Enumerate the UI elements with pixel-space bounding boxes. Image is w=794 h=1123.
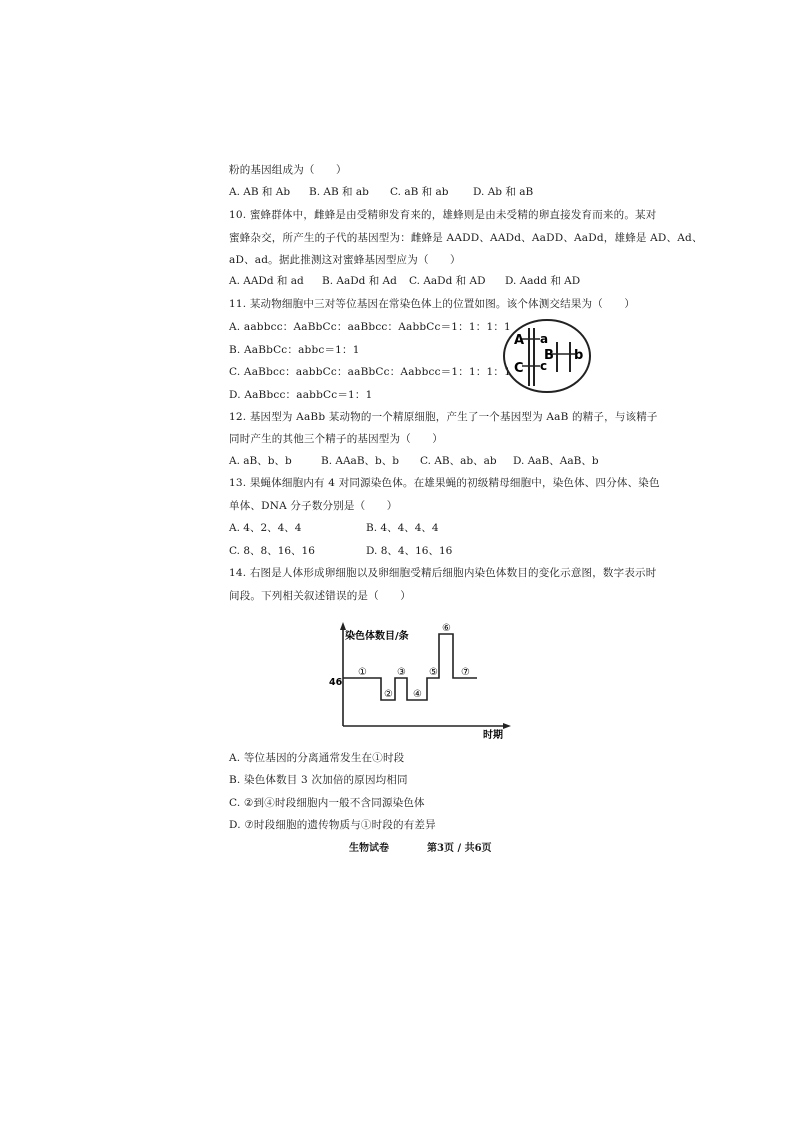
segment-label-1: ① bbox=[358, 667, 367, 678]
x-axis-arrow bbox=[503, 723, 511, 729]
q10-option-a: A. AADd 和 ad bbox=[229, 275, 304, 287]
q9-option-c: C. aB 和 ab bbox=[390, 186, 449, 198]
segment-label-3: ③ bbox=[397, 667, 406, 678]
segment-label-6: ⑥ bbox=[442, 623, 451, 634]
q14-option-b: B. 染色体数目 3 次加倍的原因均相同 bbox=[229, 774, 408, 786]
q13-option-b: B. 4、4、4、4 bbox=[366, 522, 439, 534]
segment-label-4: ④ bbox=[413, 689, 422, 700]
q9-option-b: B. AB 和 ab bbox=[309, 186, 369, 198]
chromosome-number-chart bbox=[325, 622, 515, 742]
q13-options-row-2 bbox=[229, 544, 509, 558]
segment-label-5: ⑤ bbox=[429, 667, 438, 678]
q12-options bbox=[229, 454, 609, 468]
q14-line-2: 间段。下列相关叙述错误的是（ ） bbox=[229, 590, 411, 602]
q14-option-a: A. 等位基因的分离通常发生在①时段 bbox=[229, 752, 405, 764]
q13-option-d: D. 8、4、16、16 bbox=[366, 545, 453, 557]
q11-option-a: A. aabbcc：AaBbCc：aaBbcc：AabbCc＝1：1：1：1 bbox=[229, 321, 511, 333]
q12-option-d: D. AaB、AaB、b bbox=[513, 455, 599, 467]
gene-label-C: C bbox=[514, 361, 524, 376]
q12-line-1: 12. 基因型为 AaBb 某动物的一个精原细胞，产生了一个基因型为 AaB 的精子，与该精子 bbox=[229, 411, 658, 423]
gene-label-B: B bbox=[544, 348, 554, 363]
q9-option-d: D. Ab 和 aB bbox=[473, 186, 534, 198]
q14-option-d: D. ⑦时段细胞的遗传物质与①时段的有差异 bbox=[229, 819, 436, 831]
footer-subject: 生物试卷 bbox=[349, 843, 389, 854]
segment-label-7: ⑦ bbox=[461, 667, 470, 678]
q12-option-c: C. AB、ab、ab bbox=[420, 455, 497, 467]
q13-option-c: C. 8、8、16、16 bbox=[229, 545, 315, 557]
gene-label-c: c bbox=[540, 359, 548, 373]
q14-option-c: C. ②到④时段细胞内一般不含同源染色体 bbox=[229, 797, 425, 809]
q10-option-d: D. Aadd 和 AD bbox=[505, 275, 581, 287]
q9-option-a: A. AB 和 Ab bbox=[229, 186, 291, 198]
q11-option-d: D. AaBbcc：aabbCc＝1：1 bbox=[229, 389, 373, 401]
q13-options-row-1 bbox=[229, 521, 509, 535]
gene-label-a: a bbox=[540, 332, 549, 346]
q13-line-1: 13. 果蝇体细胞内有 4 对同源染色体。在雄果蝇的初级精母细胞中，染色体、四分体、染色 bbox=[229, 477, 660, 489]
q12-option-b: B. AAaB、b、b bbox=[321, 455, 399, 467]
q12-line-2: 同时产生的其他三个精子的基因型为（ ） bbox=[229, 433, 443, 445]
x-axis-label: 时期 bbox=[483, 730, 503, 741]
q9-stem: 粉的基因组成为（ ） bbox=[229, 164, 347, 176]
q12-option-a: A. aB、b、b bbox=[229, 455, 292, 467]
q10-line-1: 10. 蜜蜂群体中，雌蜂是由受精卵发育来的，雄蜂则是由未受精的卵直接发育而来的。某对 bbox=[229, 209, 657, 221]
q10-line-3: aD、ad。据此推测这对蜜蜂基因型应为（ ） bbox=[229, 254, 461, 266]
q9-options bbox=[229, 185, 559, 199]
y-axis-arrow bbox=[340, 622, 346, 630]
q10-options bbox=[229, 274, 609, 288]
q11-stem: 11. 某动物细胞中三对等位基因在常染色体上的位置如图。该个体测交结果为（ ） bbox=[229, 298, 636, 310]
q11-cell-figure bbox=[500, 316, 596, 398]
y-axis-label: 染色体数目/条 bbox=[345, 631, 409, 642]
y-tick-46: 46 bbox=[329, 677, 343, 688]
footer-page-number: 第3页 / 共6页 bbox=[427, 843, 492, 854]
q10-option-c: C. AaDd 和 AD bbox=[409, 275, 486, 287]
segment-label-2: ② bbox=[384, 689, 393, 700]
q10-option-b: B. AaDd 和 Ad bbox=[322, 275, 397, 287]
gene-label-b: b bbox=[574, 348, 584, 363]
q13-line-2: 单体、DNA 分子数分别是（ ） bbox=[229, 500, 398, 512]
q10-line-2: 蜜蜂杂交，所产生的子代的基因型为：雌蜂是 AADD、AADd、AaDD、AaDd，雄蜂是 AD、Ad、 bbox=[229, 232, 703, 244]
q11-option-c: C. AaBbcc：aabbCc：aaBbCc：Aabbcc＝1：1：1：1 bbox=[229, 366, 511, 378]
q11-option-b: B. AaBbCc：abbc＝1：1 bbox=[229, 344, 360, 356]
q13-option-a: A. 4、2、4、4 bbox=[229, 522, 302, 534]
q14-line-1: 14. 右图是人体形成卵细胞以及卵细胞受精后细胞内染色体数目的变化示意图，数字表示时 bbox=[229, 567, 657, 579]
gene-label-A: A bbox=[514, 333, 525, 348]
